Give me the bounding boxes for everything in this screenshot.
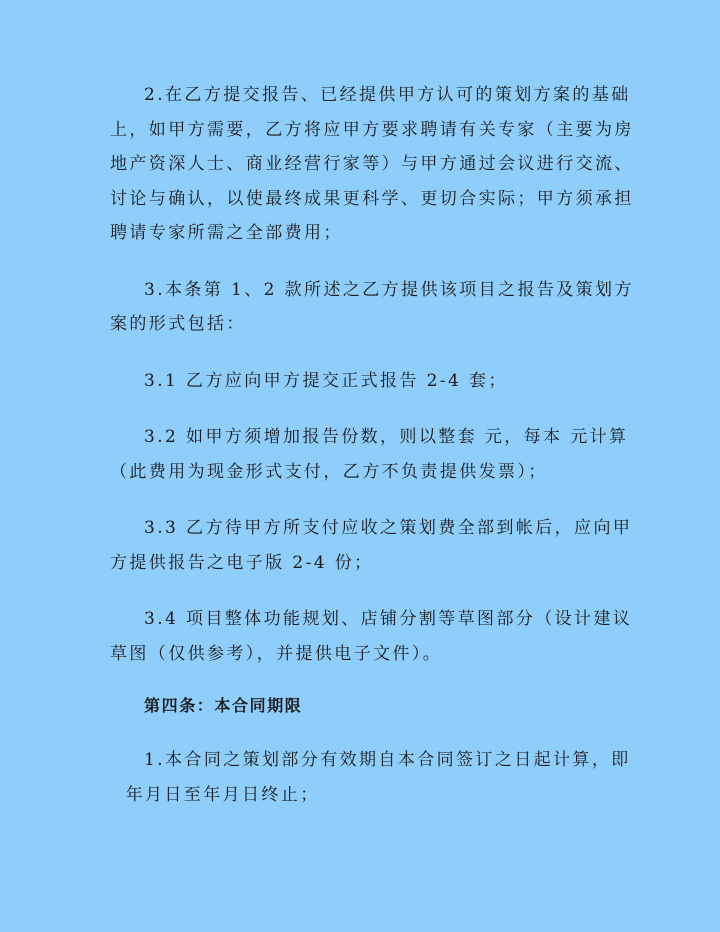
clause-2-paragraph <box>110 78 634 251</box>
text-line: 1.本合同之策划部分有效期自本合同签订之日起计算，即 <box>144 750 631 770</box>
text-line: 3.本条第 1、2 款所述之乙方提供该项目之报告及策划方 <box>144 279 634 300</box>
term-1-paragraph <box>110 743 631 812</box>
text-line: 案的形式包括： <box>110 314 246 334</box>
clause-3-paragraph <box>110 273 634 342</box>
section-heading: 第四条：本合同期限 <box>144 696 303 715</box>
text-line: 地产资深人士、商业经营行家等）与甲方通过会议进行交流、 <box>110 154 634 174</box>
text-line: 方提供报告之电子版 2-4 份； <box>110 552 374 573</box>
text-line: 聘请专家所需之全部费用； <box>110 223 343 243</box>
clause-3-3-paragraph <box>110 511 633 580</box>
text-line: 讨论与确认，以使最终成果更科学、更切合实际；甲方须承担 <box>110 188 634 209</box>
text-line: 3.1 乙方应向甲方提交正式报告 2-4 套； <box>144 370 508 391</box>
clause-3-4-paragraph <box>110 602 633 671</box>
text-line: 草图（仅供参考），并提供电子文件）。 <box>110 643 443 664</box>
text-line: 3.4 项目整体功能规划、店铺分割等草图部分（设计建议 <box>144 609 633 629</box>
text-line: （此费用为现金形式支付，乙方不负责提供发票）； <box>110 461 548 482</box>
text-line: 2.在乙方提交报告、已经提供甲方认可的策划方案的基础 <box>144 85 631 105</box>
text-line: 3.2 如甲方须增加报告份数，则以整套 元，每本 元计算 <box>144 427 629 447</box>
clause-3-2-paragraph <box>110 420 629 489</box>
clause-3-1-paragraph <box>110 364 612 399</box>
text-line: 3.3 乙方待甲方所支付应收之策划费全部到帐后，应向甲 <box>144 518 633 538</box>
text-line: 上，如甲方需要，乙方将应甲方要求聘请有关专家（主要为房 <box>110 119 634 140</box>
text-line: 年月日至年月日终止； <box>110 784 320 805</box>
